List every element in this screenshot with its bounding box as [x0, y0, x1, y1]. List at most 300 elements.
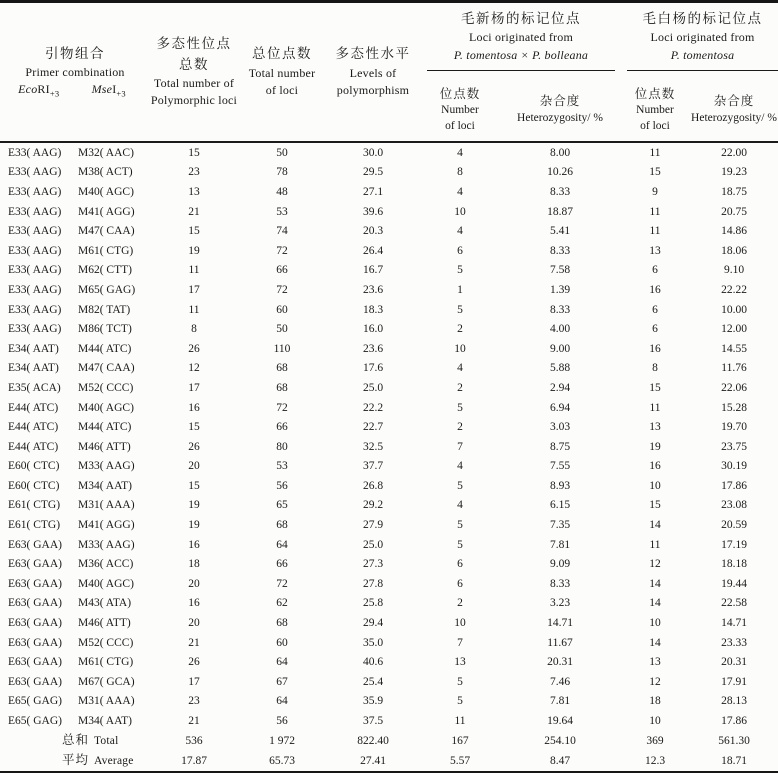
table-cell: E33( AAG): [8, 303, 62, 316]
subcol-header-heterozygosity-1: 杂合度 Heterozygosity/ %: [500, 79, 620, 142]
table-cell: 18.06: [721, 244, 747, 257]
table-cell: 11.76: [721, 362, 747, 375]
table-cell: 18.87: [547, 205, 573, 218]
table-cell: 167: [451, 734, 469, 747]
table-cell: 25.0: [362, 538, 384, 551]
table-cell: 26.4: [362, 244, 384, 257]
table-cell: 25.0: [362, 381, 384, 394]
subcol-header-loci-number-2: 位点数 Number of loci: [620, 79, 690, 142]
table-row: [0, 202, 778, 222]
enzyme-labels: [0, 81, 150, 100]
table-cell: 1 972: [269, 734, 295, 747]
table-row: [0, 142, 778, 163]
table-cell: 26: [188, 656, 200, 669]
table-cell: 822.40: [357, 734, 389, 747]
table-row: [0, 535, 778, 555]
table-cell: 23.33: [721, 636, 747, 649]
table-cell: 11: [188, 264, 200, 277]
table-cell: 20.31: [721, 656, 747, 669]
table-cell: E63( GAA): [8, 558, 62, 571]
table-cell: 40.6: [362, 656, 384, 669]
table-cell: 9: [652, 185, 658, 198]
table-cell: E34( AAT): [8, 342, 59, 355]
average-row-label: 平均 Average: [62, 753, 134, 768]
table-cell: 10: [454, 617, 466, 630]
table-cell: 15: [649, 381, 661, 394]
table-cell: E65( GAG): [8, 715, 62, 728]
table-cell: 65: [276, 499, 288, 512]
table-cell: 8: [191, 323, 197, 336]
table-cell: 16: [649, 460, 661, 473]
table-cell: 10: [649, 715, 661, 728]
total-row: [0, 731, 778, 751]
table-cell: M52( CCC): [78, 636, 134, 649]
table-row: [0, 339, 778, 359]
table-cell: 50: [276, 146, 288, 159]
table-cell: 74: [276, 225, 288, 238]
group-header-maobaiyang: 毛白杨的标记位点 Loci originated from P. tomentosa: [620, 2, 778, 80]
table-cell: 19.64: [547, 715, 573, 728]
table-cell: 65.73: [269, 754, 295, 767]
table-cell: 12: [649, 675, 661, 688]
table-cell: 6: [652, 303, 658, 316]
table-cell: 2: [457, 421, 463, 434]
table-cell: 5: [457, 519, 463, 532]
table-cell: 68: [276, 519, 288, 532]
table-cell: 7: [457, 440, 463, 453]
col-header-total-loci: 总位点数 Total number of loci: [238, 2, 326, 143]
table-cell: 22.7: [362, 421, 384, 434]
table-cell: 14.71: [547, 617, 573, 630]
table-cell: 17: [188, 675, 200, 688]
table-cell: 14.86: [721, 225, 747, 238]
table-cell: E63( GAA): [8, 617, 62, 630]
table-cell: 64: [276, 656, 288, 669]
table-cell: 13: [649, 656, 661, 669]
table-cell: E60( CTC): [8, 460, 60, 473]
table-cell: 20: [188, 617, 200, 630]
table-cell: 8: [457, 166, 463, 179]
table-cell: E33( AAG): [8, 283, 62, 296]
table-cell: 13: [188, 185, 200, 198]
table-cell: 32.5: [362, 440, 384, 453]
table-cell: 5: [457, 675, 463, 688]
table-row: [0, 300, 778, 320]
table-cell: 21: [188, 636, 200, 649]
table-body: [0, 142, 778, 731]
table-cell: 7.81: [549, 538, 571, 551]
table-cell: E33( AAG): [8, 264, 62, 277]
table-cell: 4.00: [549, 323, 571, 336]
table-row: [0, 359, 778, 379]
table-cell: 27.41: [360, 754, 386, 767]
table-cell: 10: [649, 617, 661, 630]
table-cell: 18.3: [362, 303, 384, 316]
table-cell: 8.33: [549, 577, 571, 590]
table-cell: 15: [188, 421, 200, 434]
table-cell: 22.06: [721, 381, 747, 394]
table-cell: 19.44: [721, 577, 747, 590]
table-cell: E44( ATC): [8, 440, 59, 453]
table-cell: M47( CAA): [78, 362, 135, 375]
table-cell: 16: [188, 597, 200, 610]
col-header-polymorphism-level: 多态性水平 Levels of polymorphism: [326, 2, 420, 143]
table-cell: 60: [276, 636, 288, 649]
table-cell: 21: [188, 205, 200, 218]
table-cell: 72: [276, 244, 288, 257]
table-cell: M41( AGG): [78, 205, 135, 218]
table-cell: M46( ATT): [78, 440, 131, 453]
table-cell: 60: [276, 303, 288, 316]
table-row: [0, 496, 778, 516]
primer-header-zh: 引物组合: [45, 45, 105, 61]
table-cell: 9.00: [549, 342, 571, 355]
table-cell: 5: [457, 303, 463, 316]
table-cell: 62: [276, 597, 288, 610]
table-cell: 12: [188, 362, 200, 375]
table-cell: E33( AAG): [8, 225, 62, 238]
table-cell: 27.9: [362, 519, 384, 532]
table-cell: 4: [457, 362, 463, 375]
table-cell: 23.08: [721, 499, 747, 512]
table-cell: 4: [457, 499, 463, 512]
table-cell: E35( ACA): [8, 381, 61, 394]
table-row: [0, 692, 778, 712]
table-cell: E63( GAA): [8, 656, 62, 669]
table-row: [0, 163, 778, 183]
table-cell: 39.6: [362, 205, 384, 218]
table-cell: 6.15: [549, 499, 571, 512]
table-cell: 68: [276, 362, 288, 375]
table-cell: 27.1: [362, 185, 384, 198]
table-cell: M43( ATA): [78, 597, 132, 610]
table-cell: 7.55: [549, 460, 571, 473]
table-cell: 19: [188, 244, 200, 257]
table-cell: 28.13: [721, 695, 747, 708]
table-cell: M32( AAC): [78, 146, 134, 159]
table-cell: 29.2: [362, 499, 384, 512]
table-cell: 17: [188, 283, 200, 296]
table-cell: 6.94: [549, 401, 571, 414]
table-cell: 56: [276, 715, 288, 728]
table-cell: 22.58: [721, 597, 747, 610]
table-cell: E33( AAG): [8, 185, 62, 198]
table-cell: 18.75: [721, 185, 747, 198]
table-cell: M82( TAT): [78, 303, 131, 316]
table-cell: 2.94: [549, 381, 571, 394]
table-cell: 8.33: [549, 185, 571, 198]
table-row: [0, 672, 778, 692]
table-cell: 8.93: [549, 479, 571, 492]
table-cell: 11: [188, 303, 200, 316]
table-cell: 6: [652, 323, 658, 336]
table-cell: 14: [649, 597, 661, 610]
table-cell: 8.33: [549, 244, 571, 257]
table-cell: M52( CCC): [78, 381, 134, 394]
table-row: [0, 594, 778, 614]
table-cell: 18: [188, 558, 200, 571]
table-cell: 17.87: [181, 754, 207, 767]
table-cell: 26.8: [362, 479, 384, 492]
table-cell: E33( AAG): [8, 323, 62, 336]
table-cell: E33( AAG): [8, 244, 62, 257]
table-cell: 22.22: [721, 283, 747, 296]
table-cell: M31( AAA): [78, 695, 135, 708]
table-cell: 23: [188, 695, 200, 708]
table-cell: 50: [276, 323, 288, 336]
table-cell: 6: [457, 244, 463, 257]
table-cell: E63( GAA): [8, 538, 62, 551]
table-cell: 53: [276, 205, 288, 218]
table-cell: 3.23: [549, 597, 571, 610]
table-cell: 5: [457, 695, 463, 708]
table-row: [0, 554, 778, 574]
table-row: [0, 221, 778, 241]
table-cell: 6: [457, 577, 463, 590]
table-cell: M44( ATC): [78, 342, 132, 355]
table-cell: E33( AAG): [8, 146, 62, 159]
table-cell: 19: [188, 519, 200, 532]
table-cell: 19: [649, 440, 661, 453]
table-cell: 8.33: [549, 303, 571, 316]
table-cell: 2: [457, 323, 463, 336]
table-cell: 15: [188, 479, 200, 492]
primer-header-en: Primer combination: [25, 65, 125, 80]
table-cell: 10: [649, 479, 661, 492]
table-cell: 20.59: [721, 519, 747, 532]
table-cell: 11: [649, 538, 661, 551]
table-cell: 16.7: [362, 264, 384, 277]
table-summary: [0, 731, 778, 773]
table-cell: E63( GAA): [8, 675, 62, 688]
table-cell: 9.09: [549, 558, 571, 571]
table-cell: 78: [276, 166, 288, 179]
table-cell: 6: [457, 558, 463, 571]
table-cell: 110: [273, 342, 291, 355]
table-cell: E44( ATC): [8, 401, 59, 414]
table-cell: 20: [188, 460, 200, 473]
table-cell: 23.6: [362, 283, 384, 296]
table-row: [0, 711, 778, 731]
table-cell: 11: [649, 146, 661, 159]
table-cell: 17.86: [721, 479, 747, 492]
table-cell: M65( GAG): [78, 283, 136, 296]
table-row: [0, 633, 778, 653]
table-cell: 5: [457, 401, 463, 414]
table-row: [0, 261, 778, 281]
table-cell: 21: [188, 715, 200, 728]
table-cell: 80: [276, 440, 288, 453]
table-cell: 10: [454, 205, 466, 218]
table-cell: M31( AAA): [78, 499, 135, 512]
col-header-primer-combination: [0, 2, 150, 143]
table-cell: 1.39: [549, 283, 571, 296]
table-row: [0, 280, 778, 300]
table-cell: 8.00: [549, 146, 571, 159]
table-cell: M38( ACT): [78, 166, 133, 179]
table-cell: 64: [276, 695, 288, 708]
table-cell: 2: [457, 381, 463, 394]
ecoRI-label: EcoRI$_{+3}$: [18, 82, 60, 99]
table-cell: 15: [188, 146, 200, 159]
table-cell: 25.8: [362, 597, 384, 610]
table-cell: 26: [188, 342, 200, 355]
table-cell: M61( CTG): [78, 244, 134, 257]
table-cell: 17.91: [721, 675, 747, 688]
table-cell: M61( CTG): [78, 656, 134, 669]
table-cell: 66: [276, 421, 288, 434]
table-cell: E33( AAG): [8, 205, 62, 218]
table-cell: 30.0: [362, 146, 384, 159]
table-cell: 30.19: [721, 460, 747, 473]
table-cell: M40( AGC): [78, 185, 134, 198]
table-cell: 27.3: [362, 558, 384, 571]
table-cell: 13: [454, 656, 466, 669]
table-cell: 536: [185, 734, 203, 747]
table-cell: 5.57: [449, 754, 471, 767]
table-cell: 27.8: [362, 577, 384, 590]
table-cell: 11: [649, 205, 661, 218]
table-cell: E61( CTG): [8, 499, 61, 512]
table-cell: 15: [649, 499, 661, 512]
table-cell: 20: [188, 577, 200, 590]
table-row: [0, 457, 778, 477]
table-cell: 12.3: [644, 754, 666, 767]
table-cell: 8.47: [549, 754, 571, 767]
table-cell: 7: [457, 636, 463, 649]
table-cell: 72: [276, 401, 288, 414]
table-cell: 72: [276, 577, 288, 590]
table-cell: 15: [649, 166, 661, 179]
table-cell: 4: [457, 225, 463, 238]
table-cell: 18.71: [721, 754, 747, 767]
table-cell: 4: [457, 146, 463, 159]
table-cell: 7.58: [549, 264, 571, 277]
table-cell: 35.0: [362, 636, 384, 649]
table-cell: 7.35: [549, 519, 571, 532]
table-cell: 37.7: [362, 460, 384, 473]
table-cell: M36( ACC): [78, 558, 134, 571]
table-row: [0, 241, 778, 261]
table-cell: 14: [649, 636, 661, 649]
table-row: [0, 515, 778, 535]
mseI-label: MseI$_{+3}$: [91, 82, 126, 99]
table-row: [0, 182, 778, 202]
table-cell: 7.81: [549, 695, 571, 708]
table-cell: 14: [649, 577, 661, 590]
table-cell: 3.03: [549, 421, 571, 434]
table-cell: M47( CAA): [78, 225, 135, 238]
table-cell: 13: [649, 421, 661, 434]
table-cell: 16: [649, 283, 661, 296]
table-cell: 4: [457, 185, 463, 198]
table-cell: 17.19: [721, 538, 747, 551]
table-cell: 26: [188, 440, 200, 453]
table-cell: 35.9: [362, 695, 384, 708]
table-cell: 23.6: [362, 342, 384, 355]
table-cell: 14.55: [721, 342, 747, 355]
table-cell: M62( CTT): [78, 264, 132, 277]
table-cell: 6: [652, 264, 658, 277]
table-cell: M44( ATC): [78, 421, 132, 434]
table-cell: 2: [457, 597, 463, 610]
table-cell: M33( AAG): [78, 460, 135, 473]
table-cell: 23.75: [721, 440, 747, 453]
table-cell: 53: [276, 460, 288, 473]
table-cell: 48: [276, 185, 288, 198]
table-cell: 37.5: [362, 715, 384, 728]
table-cell: 56: [276, 479, 288, 492]
table-cell: 29.4: [362, 617, 384, 630]
table-cell: 5: [457, 479, 463, 492]
table-cell: 5: [457, 264, 463, 277]
subcol-header-heterozygosity-2: 杂合度 Heterozygosity/ %: [690, 79, 778, 142]
table-cell: 18.18: [721, 558, 747, 571]
table-cell: M34( AAT): [78, 479, 132, 492]
table-cell: 17: [188, 381, 200, 394]
group-header-maoxinyang: 毛新杨的标记位点 Loci originated from P. tomentosa × P. bolleana: [420, 2, 620, 80]
table-cell: M40( AGC): [78, 401, 134, 414]
table-cell: 20.3: [362, 225, 384, 238]
table-cell: E63( GAA): [8, 636, 62, 649]
table-cell: 22.2: [362, 401, 384, 414]
table-cell: 1: [457, 283, 463, 296]
table-cell: 14: [649, 519, 661, 532]
table-cell: 7.46: [549, 675, 571, 688]
table-cell: 16: [188, 538, 200, 551]
table-cell: M67( GCA): [78, 675, 135, 688]
table-cell: 22.00: [721, 146, 747, 159]
table-cell: 66: [276, 558, 288, 571]
table-cell: 17.86: [721, 715, 747, 728]
average-row: [0, 751, 778, 773]
table-cell: 10: [454, 342, 466, 355]
table-cell: 5.41: [549, 225, 571, 238]
table-row: [0, 476, 778, 496]
table-cell: M86( TCT): [78, 323, 132, 336]
table-cell: 11: [649, 225, 661, 238]
table-row: [0, 378, 778, 398]
table-cell: M34( AAT): [78, 715, 132, 728]
table-cell: 16: [188, 401, 200, 414]
total-row-label: 总和 Total: [62, 733, 119, 748]
table-cell: M41( AGG): [78, 519, 135, 532]
table-cell: 12.00: [721, 323, 747, 336]
table-cell: E60( CTC): [8, 479, 60, 492]
table-cell: E34( AAT): [8, 362, 59, 375]
table-cell: 8: [652, 362, 658, 375]
table-cell: 66: [276, 264, 288, 277]
table-cell: 10.00: [721, 303, 747, 316]
table-cell: 12: [649, 558, 661, 571]
table-row: [0, 574, 778, 594]
table-row: [0, 437, 778, 457]
table-cell: E65( GAG): [8, 695, 62, 708]
table-cell: 29.5: [362, 166, 384, 179]
table-row: [0, 319, 778, 339]
table-cell: 4: [457, 460, 463, 473]
table-cell: 68: [276, 381, 288, 394]
table-cell: 369: [646, 734, 664, 747]
table-cell: 10.26: [547, 166, 573, 179]
table-row: [0, 613, 778, 633]
table-cell: 19.23: [721, 166, 747, 179]
table-row: [0, 652, 778, 672]
table-cell: 14.71: [721, 617, 747, 630]
table-cell: 67: [276, 675, 288, 688]
table-cell: 20.75: [721, 205, 747, 218]
table-cell: E63( GAA): [8, 597, 62, 610]
